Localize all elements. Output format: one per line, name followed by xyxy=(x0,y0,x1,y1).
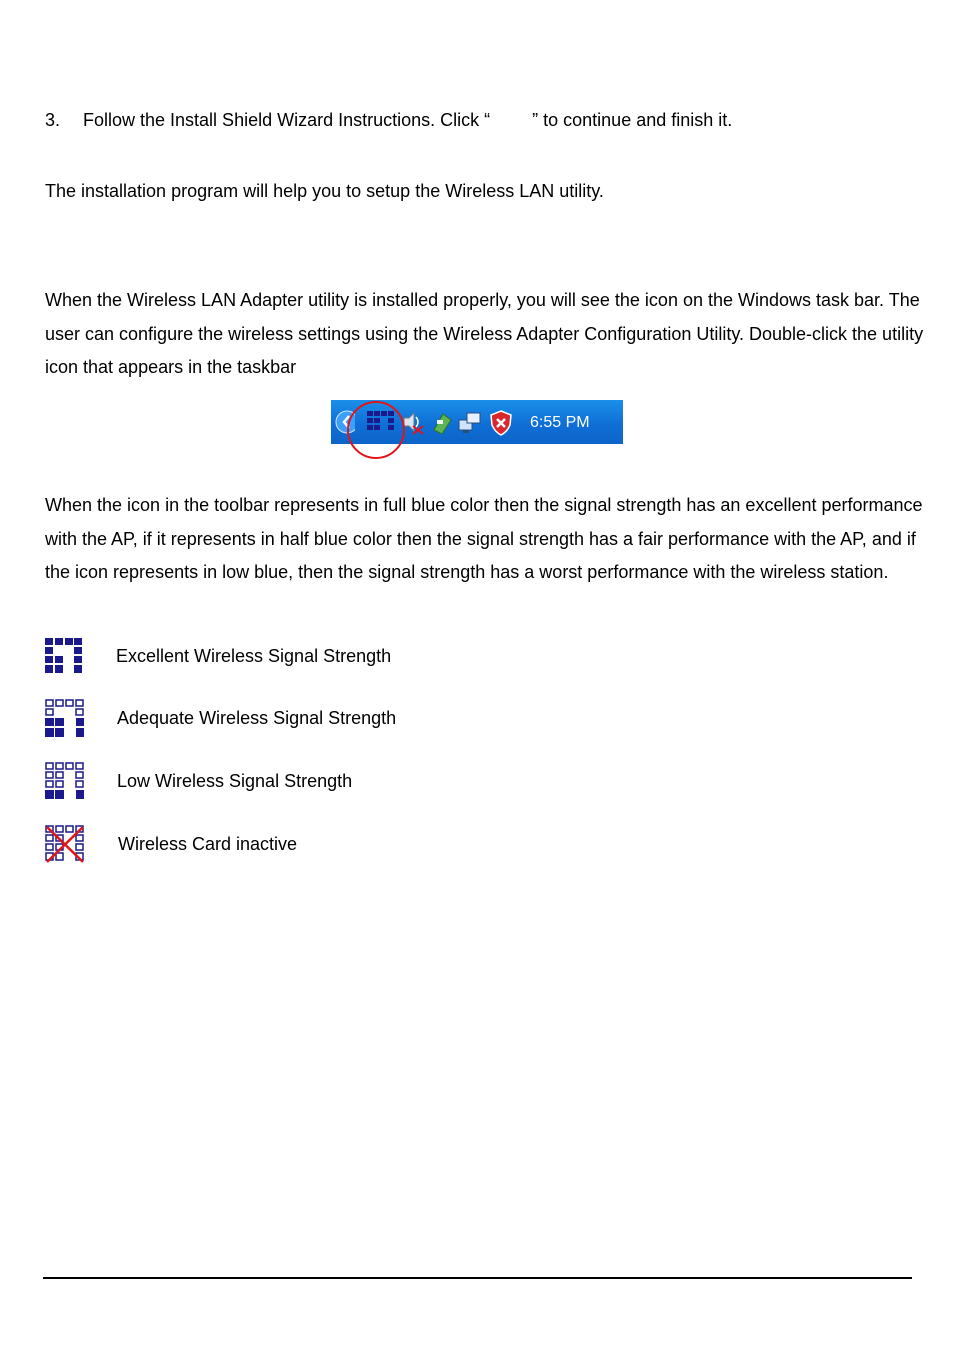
highlight-circle xyxy=(347,401,405,459)
legend-inactive xyxy=(45,825,465,865)
legend-adequate xyxy=(45,699,465,739)
security-shield-tray-icon xyxy=(489,409,513,437)
legend-label: Excellent Wireless Signal Strength xyxy=(116,646,392,666)
step-number: 3. xyxy=(45,110,61,130)
legend-label: Low Wireless Signal Strength xyxy=(117,771,353,791)
footer-rule xyxy=(43,1277,912,1279)
legend-label: Adequate Wireless Signal Strength xyxy=(117,708,397,728)
step-3-instruction xyxy=(45,104,732,138)
legend-low xyxy=(45,762,465,802)
signal-explanation: When the icon in the toolbar represents in full blue color then the signal strength has an excellent performance with the AP, if it represents in half blue color then the signal strength has a fair performance with the AP, and if the icon represents in low blue, then the signal strength has a worst performance with the wireless station. xyxy=(45,495,923,582)
legend-excellent xyxy=(45,638,465,678)
intro-paragraph: The installation program will help you to setup the Wireless LAN utility. xyxy=(45,181,604,201)
signal-low-icon xyxy=(45,762,85,802)
step-3-text-before: Follow the Install Shield Wizard Instructions. Click “ xyxy=(83,110,491,130)
signal-adequate-icon xyxy=(45,699,85,739)
card-inactive-icon xyxy=(45,825,85,865)
usb-device-tray-icon xyxy=(431,410,453,436)
taskbar-clock: 6:55 PM xyxy=(530,414,590,431)
network-connection-tray-icon xyxy=(457,410,483,436)
legend-label: Wireless Card inactive xyxy=(118,834,298,854)
signal-excellent-icon xyxy=(45,638,83,676)
utility-description: When the Wireless LAN Adapter utility is installed properly, you will see the icon on the Windows task bar. The user can configure the wireless settings using the Wireless Adapter Configuration Utility. Double-click the utility icon that appears in the taskbar xyxy=(45,290,924,377)
step-3-text-after: ” to continue and finish it. xyxy=(532,110,733,130)
